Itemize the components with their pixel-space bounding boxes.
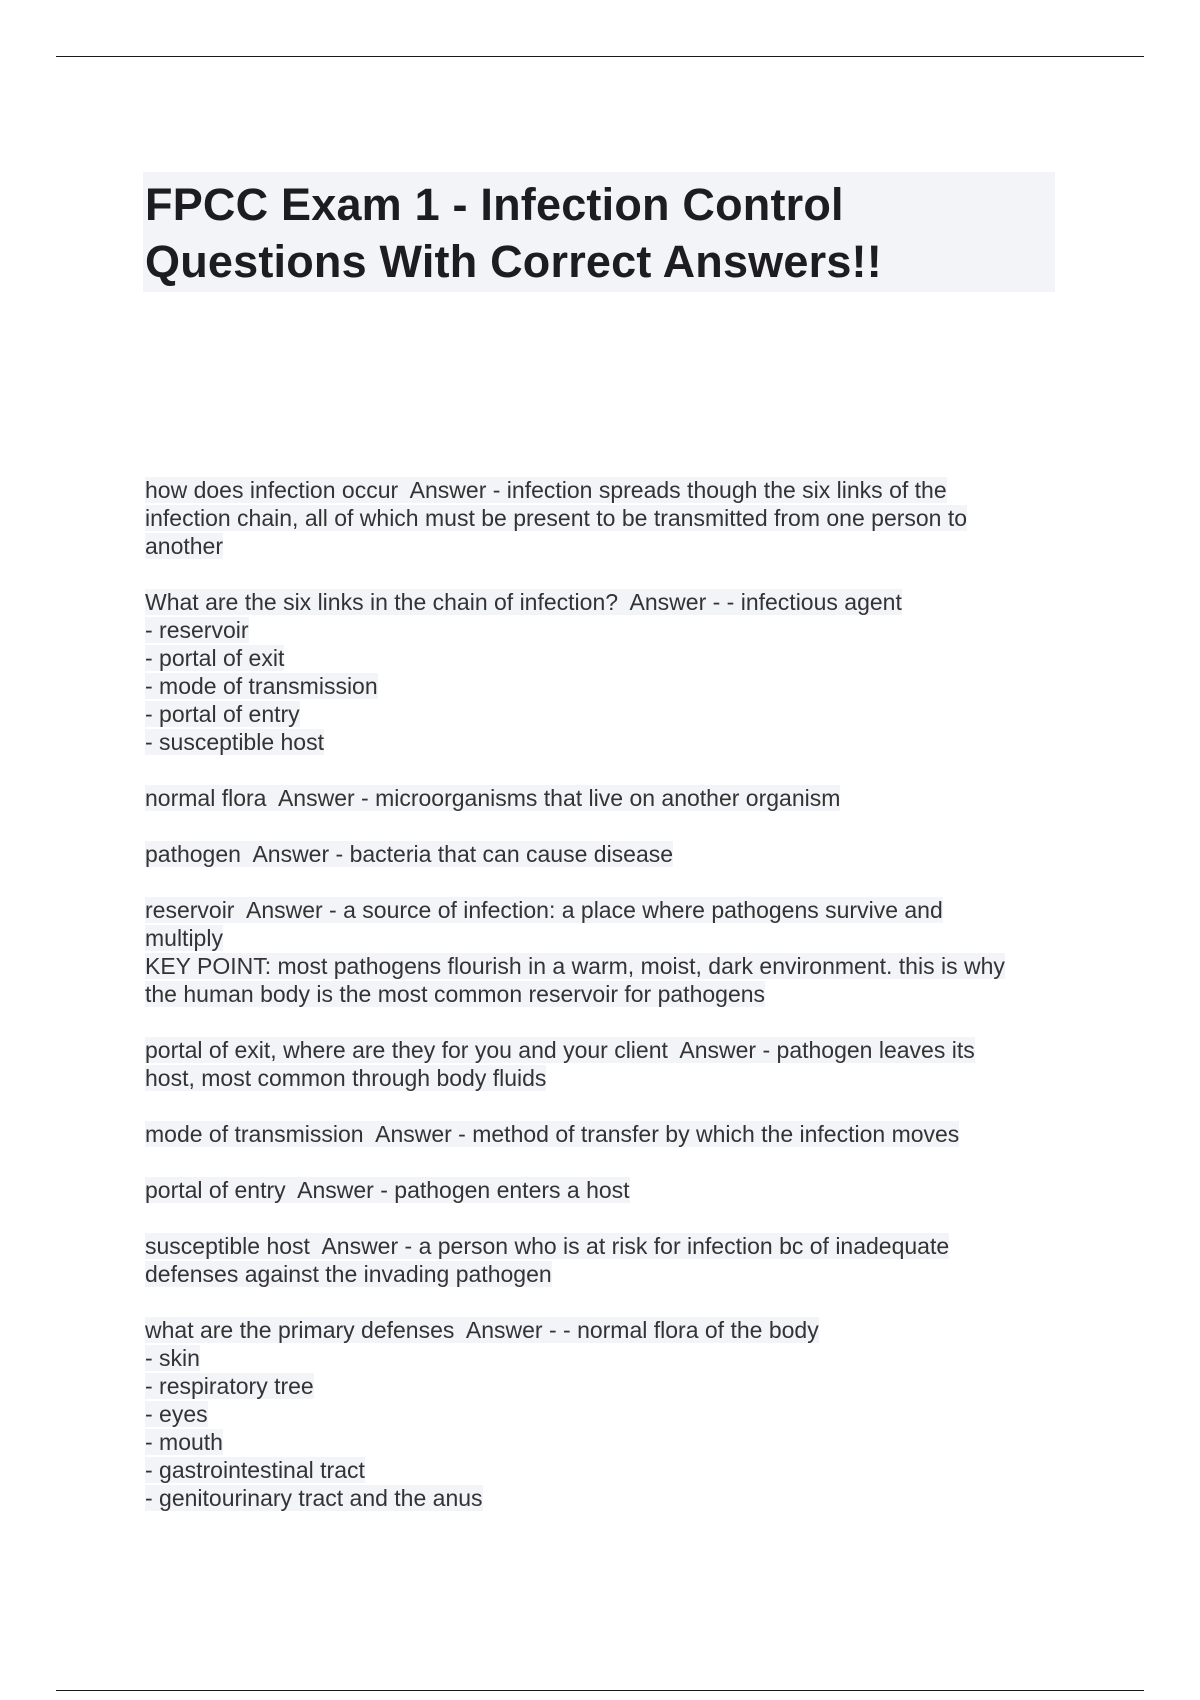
qa-line-row <box>145 476 1065 504</box>
qa-line: how does infection occur Answer - infection spreads though the six links of the <box>145 477 947 503</box>
qa-line: KEY POINT: most pathogens flourish in a warm, moist, dark environment. this is why <box>145 953 1005 979</box>
document-title <box>143 172 1055 292</box>
qa-line-row <box>145 532 1065 560</box>
qa-line-row <box>145 728 1065 756</box>
qa-line-row <box>145 1428 1065 1456</box>
qa-line: - reservoir <box>145 617 249 643</box>
qa-entry <box>145 1176 1065 1204</box>
qa-line-row <box>145 1484 1065 1512</box>
qa-entry <box>145 784 1065 812</box>
qa-line-row <box>145 1456 1065 1484</box>
qa-entry <box>145 1036 1065 1092</box>
qa-line-row <box>145 896 1065 924</box>
qa-line: - mode of transmission <box>145 673 378 699</box>
qa-line-row <box>145 616 1065 644</box>
qa-list <box>145 476 1065 1540</box>
qa-line-row <box>145 1344 1065 1372</box>
qa-line: - respiratory tree <box>145 1373 314 1399</box>
qa-line: - susceptible host <box>145 729 324 755</box>
qa-line: host, most common through body fluids <box>145 1065 547 1091</box>
qa-line-row <box>145 1260 1065 1288</box>
top-rule <box>56 56 1144 57</box>
qa-line: - gastrointestinal tract <box>145 1457 365 1483</box>
bottom-rule <box>56 1690 1144 1691</box>
qa-entry <box>145 840 1065 868</box>
qa-line-row <box>145 924 1065 952</box>
qa-line: portal of exit, where are they for you and your client Answer - pathogen leaves its <box>145 1037 975 1063</box>
qa-line: normal flora Answer - microorganisms that live on another organism <box>145 785 841 811</box>
qa-line: portal of entry Answer - pathogen enters a host <box>145 1177 630 1203</box>
qa-line-row <box>145 952 1065 980</box>
qa-line-row <box>145 1064 1065 1092</box>
qa-line-row <box>145 700 1065 728</box>
qa-line: - skin <box>145 1345 200 1371</box>
qa-line-row <box>145 504 1065 532</box>
qa-line-row <box>145 644 1065 672</box>
qa-line-row <box>145 1372 1065 1400</box>
title-line-1: FPCC Exam 1 - Infection Control <box>145 179 844 230</box>
qa-line: infection chain, all of which must be present to be transmitted from one person to <box>145 505 968 531</box>
qa-line: - eyes <box>145 1401 208 1427</box>
qa-line-row <box>145 1400 1065 1428</box>
qa-line: What are the six links in the chain of infection? Answer - - infectious agent <box>145 589 902 615</box>
qa-line: - genitourinary tract and the anus <box>145 1485 483 1511</box>
qa-line: - portal of exit <box>145 645 285 671</box>
qa-line-row <box>145 672 1065 700</box>
qa-line: - portal of entry <box>145 701 300 727</box>
qa-entry <box>145 1232 1065 1288</box>
qa-entry <box>145 588 1065 756</box>
qa-line: susceptible host Answer - a person who is at risk for infection bc of inadequate <box>145 1233 950 1259</box>
qa-line: defenses against the invading pathogen <box>145 1261 552 1287</box>
qa-entry <box>145 1316 1065 1512</box>
qa-line-row <box>145 588 1065 616</box>
qa-line-row <box>145 1120 1065 1148</box>
qa-line: multiply <box>145 925 223 951</box>
qa-line: what are the primary defenses Answer - - normal flora of the body <box>145 1317 819 1343</box>
qa-entry <box>145 476 1065 560</box>
qa-line: - mouth <box>145 1429 223 1455</box>
title-line-2: Questions With Correct Answers!! <box>145 236 882 287</box>
qa-line: reservoir Answer - a source of infection: a place where pathogens survive and <box>145 897 943 923</box>
qa-line-row <box>145 980 1065 1008</box>
qa-line-row <box>145 840 1065 868</box>
qa-line: another <box>145 533 224 559</box>
qa-line-row <box>145 1036 1065 1064</box>
qa-line-row <box>145 1316 1065 1344</box>
qa-entry <box>145 896 1065 1008</box>
qa-line: the human body is the most common reservoir for pathogens <box>145 981 766 1007</box>
qa-line-row <box>145 1176 1065 1204</box>
qa-line: mode of transmission Answer - method of transfer by which the infection moves <box>145 1121 960 1147</box>
qa-line-row <box>145 784 1065 812</box>
qa-line: pathogen Answer - bacteria that can cause disease <box>145 841 674 867</box>
qa-entry <box>145 1120 1065 1148</box>
qa-line-row <box>145 1232 1065 1260</box>
